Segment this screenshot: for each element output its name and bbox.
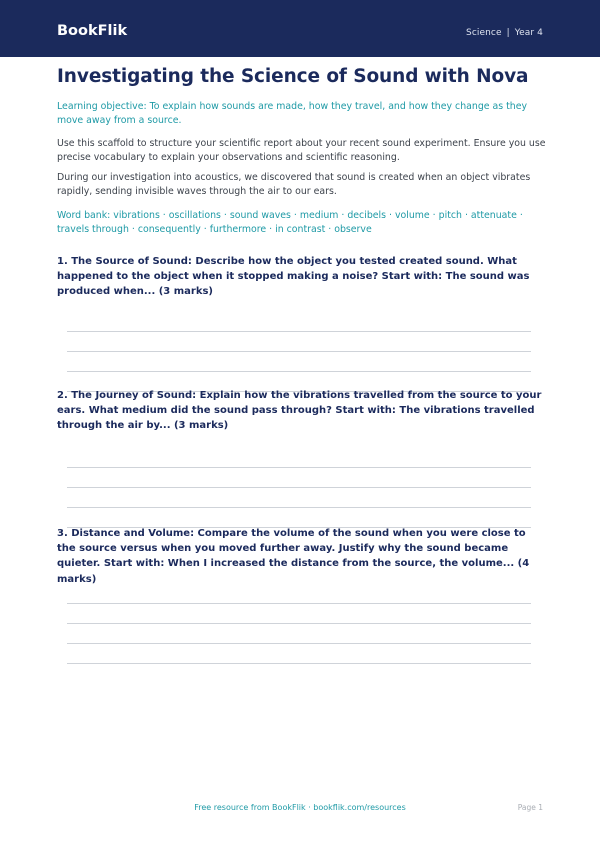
context-paragraph: During our investigation into acoustics, we discovered that sound is created when an object vibrates rapidly, sending invisible waves through the air to our ears. <box>57 172 531 197</box>
answer-line[interactable] <box>67 371 531 372</box>
page-title: Investigating the Science of Sound with Nova <box>57 66 529 87</box>
year-label: Year 4 <box>514 28 543 38</box>
meta-separator: | <box>506 28 510 38</box>
footer-link[interactable]: Free resource from BookFlik · bookflik.com/resources <box>194 803 406 812</box>
subject-label: Science <box>466 28 502 38</box>
page-number: Page 1 <box>517 803 543 812</box>
intro-paragraph: Use this scaffold to structure your scientific report about your recent sound experiment. Ensure you use precise vocabulary to explain your observations and scientific reasoning. <box>57 138 546 163</box>
question-3: 3. Distance and Volume: Compare the volume of the sound when you were close to the source versus when you moved further away. Justify why the sound became quieter. Start with: When I increased the distance from the source, the volume... (4 marks) <box>57 528 530 585</box>
answer-line[interactable] <box>67 643 531 644</box>
header-bar <box>0 0 600 57</box>
question-1: 1. The Source of Sound: Describe how the object you tested created sound. What happened to the object when it stopped making a noise? Start with: The sound was produced when... (3 marks) <box>57 256 530 298</box>
answer-line[interactable] <box>67 623 531 624</box>
answer-line[interactable] <box>67 467 531 468</box>
brand-logo[interactable]: BookFlik <box>57 23 128 39</box>
answer-line[interactable] <box>67 663 531 664</box>
answer-line[interactable] <box>67 603 531 604</box>
learning-objective: Learning objective: To explain how sounds are made, how they travel, and how they change as they move away from a source. <box>57 101 528 126</box>
answer-line[interactable] <box>67 351 531 352</box>
word-bank: Word bank: vibrations · oscillations · sound waves · medium · decibels · volume · pitch · attenuate · travels through · consequently · furthermore · in contrast · observe <box>57 210 523 235</box>
answer-line[interactable] <box>67 331 531 332</box>
question-2: 2. The Journey of Sound: Explain how the vibrations travelled from the source to your ears. What medium did the sound pass through? Start with: The vibrations travelled through the air by... (3 marks) <box>57 390 542 432</box>
answer-line[interactable] <box>67 507 531 508</box>
answer-line[interactable] <box>67 487 531 488</box>
header-meta <box>466 27 543 39</box>
